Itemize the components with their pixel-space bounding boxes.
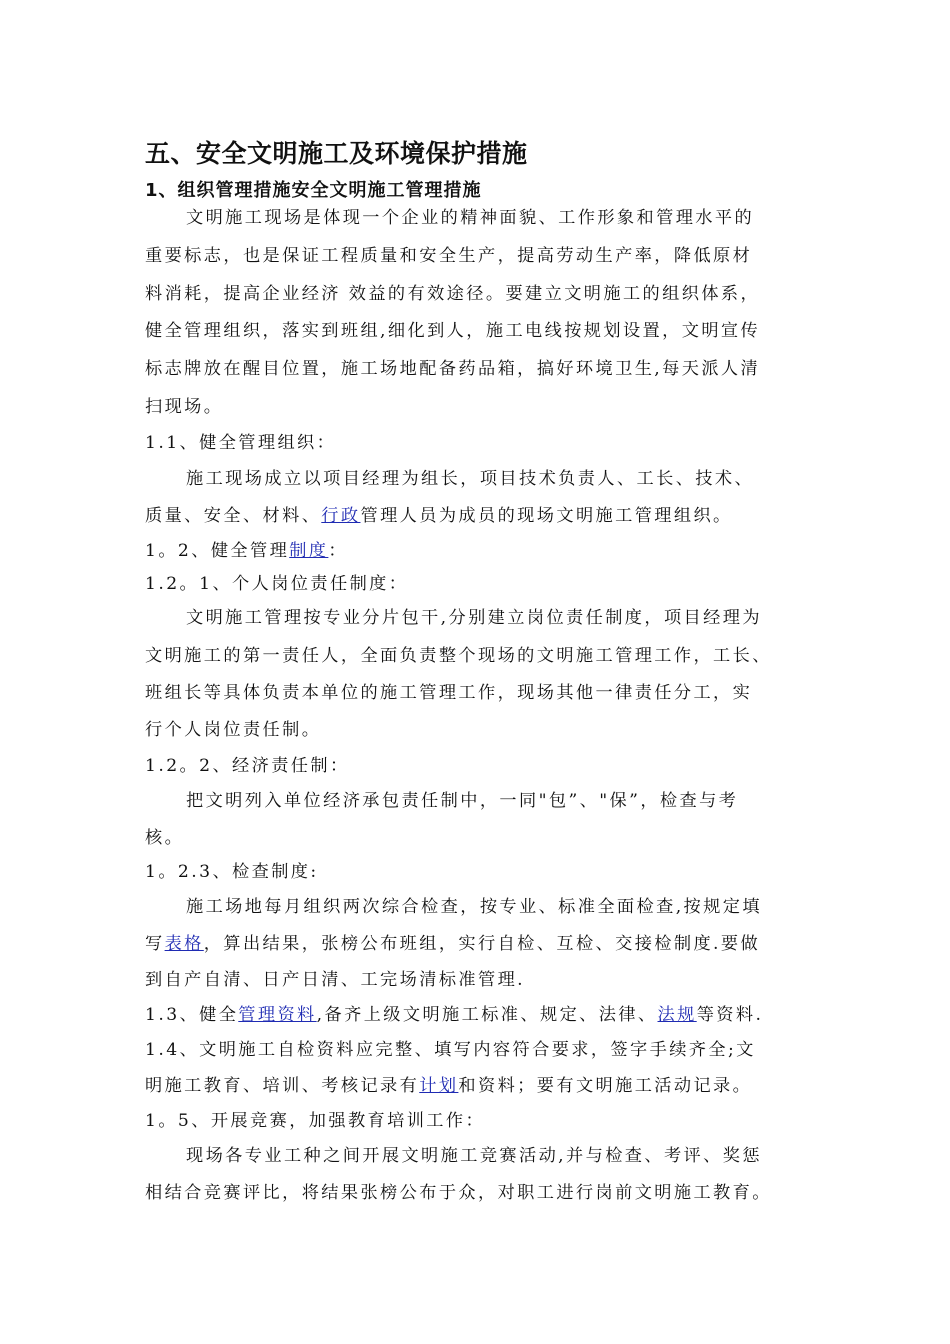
link-jihua[interactable]: 计划 <box>419 1076 459 1096</box>
link-biaoge[interactable]: 表格 <box>164 934 204 954</box>
paragraph-line: 相结合竞赛评比，将结果张榜公布于众，对职工进行岗前文明施工教育。 <box>145 1183 772 1203</box>
item-heading: 1.1、健全管理组织： <box>145 433 337 453</box>
text-span: ,备齐上级文明施工标准、规定、法律、 <box>316 1005 658 1025</box>
section-title: 五、安全文明施工及环境保护措施 <box>145 139 528 168</box>
paragraph-line: 施工场地每月组织两次综合检查，按专业、标准全面检查,按规定填 <box>186 897 762 917</box>
paragraph-line: 文明施工管理按专业分片包干,分别建立岗位责任制度，项目经理为 <box>186 608 762 628</box>
paragraph-line: 现场各专业工种之间开展文明施工竞赛活动,并与检查、考评、奖惩 <box>186 1146 762 1166</box>
paragraph-line <box>145 1004 763 1026</box>
item-heading <box>145 540 348 562</box>
link-xingzheng[interactable]: 行政 <box>321 506 361 526</box>
item-heading: 1.2。1、个人岗位责任制度： <box>145 574 409 594</box>
paragraph-line: 到自产自清、日产日清、工完场清标准管理. <box>145 970 526 990</box>
paragraph-line: 料消耗，提高企业经济 效益的有效途径。要建立文明施工的组织体系， <box>145 284 761 304</box>
text-span: 1。2、健全管理 <box>145 541 290 561</box>
paragraph-line: 1.4、文明施工自检资料应完整、填写内容符合要求，签字手续齐全;文 <box>145 1040 756 1060</box>
text-span: 和资料；要有文明施工活动记录。 <box>458 1076 753 1096</box>
paragraph-line: 重要标志，也是保证工程质量和安全生产，提高劳动生产率，降低原材 <box>145 246 753 266</box>
link-fagui[interactable]: 法规 <box>657 1005 697 1025</box>
link-guanli-ziliao[interactable]: 管理资料 <box>238 1005 317 1025</box>
text-span: ： <box>328 541 348 561</box>
item-heading: 1。2.3、检查制度: <box>145 862 319 882</box>
paragraph-line <box>145 1075 752 1097</box>
paragraph-line: 扫现场。 <box>145 397 224 417</box>
paragraph-line: 把文明列入单位经济承包责任制中，一同"包”、"保”，检查与考 <box>186 791 739 811</box>
paragraph-line: 文明施工的第一责任人，全面负责整个现场的文明施工管理工作，工长、 <box>145 646 772 666</box>
paragraph-line <box>145 933 760 955</box>
text-span: 等资料. <box>696 1005 764 1025</box>
text-span: 明施工教育、培训、考核记录有 <box>145 1076 420 1096</box>
paragraph-line: 行个人岗位责任制。 <box>145 720 322 740</box>
text-span: 1.3、健全 <box>145 1005 239 1025</box>
text-span: ，算出结果，张榜公布班组，实行自检、互检、交接检制度.要做 <box>203 934 761 954</box>
paragraph-line <box>145 505 733 527</box>
paragraph-line: 文明施工现场是体现一个企业的精神面貌、工作形象和管理水平的 <box>186 208 755 228</box>
paragraph-line: 健全管理组织，落实到班组,细化到人，施工电线按规划设置，文明宣传 <box>145 321 761 341</box>
text-span: 质量、安全、材料、 <box>145 506 322 526</box>
link-zhidu[interactable]: 制度 <box>289 541 329 561</box>
paragraph-line: 施工现场成立以项目经理为组长，项目技术负责人、工长、技术、 <box>186 469 755 489</box>
paragraph-line: 标志牌放在醒目位置，施工场地配备药品箱，搞好环境卫生,每天派人清 <box>145 359 761 379</box>
text-span: 管理人员为成员的现场文明施工管理组织。 <box>360 506 733 526</box>
text-span: 写 <box>145 934 165 954</box>
subsection-heading: 1、组织管理措施安全文明施工管理措施 <box>145 180 482 201</box>
paragraph-line: 班组长等具体负责本单位的施工管理工作，现场其他一律责任分工，实 <box>145 683 753 703</box>
paragraph-line: 核。 <box>145 828 185 848</box>
item-heading: 1.2。2、经济责任制： <box>145 756 350 776</box>
item-heading: 1。5、开展竞赛，加强教育培训工作： <box>145 1111 486 1131</box>
